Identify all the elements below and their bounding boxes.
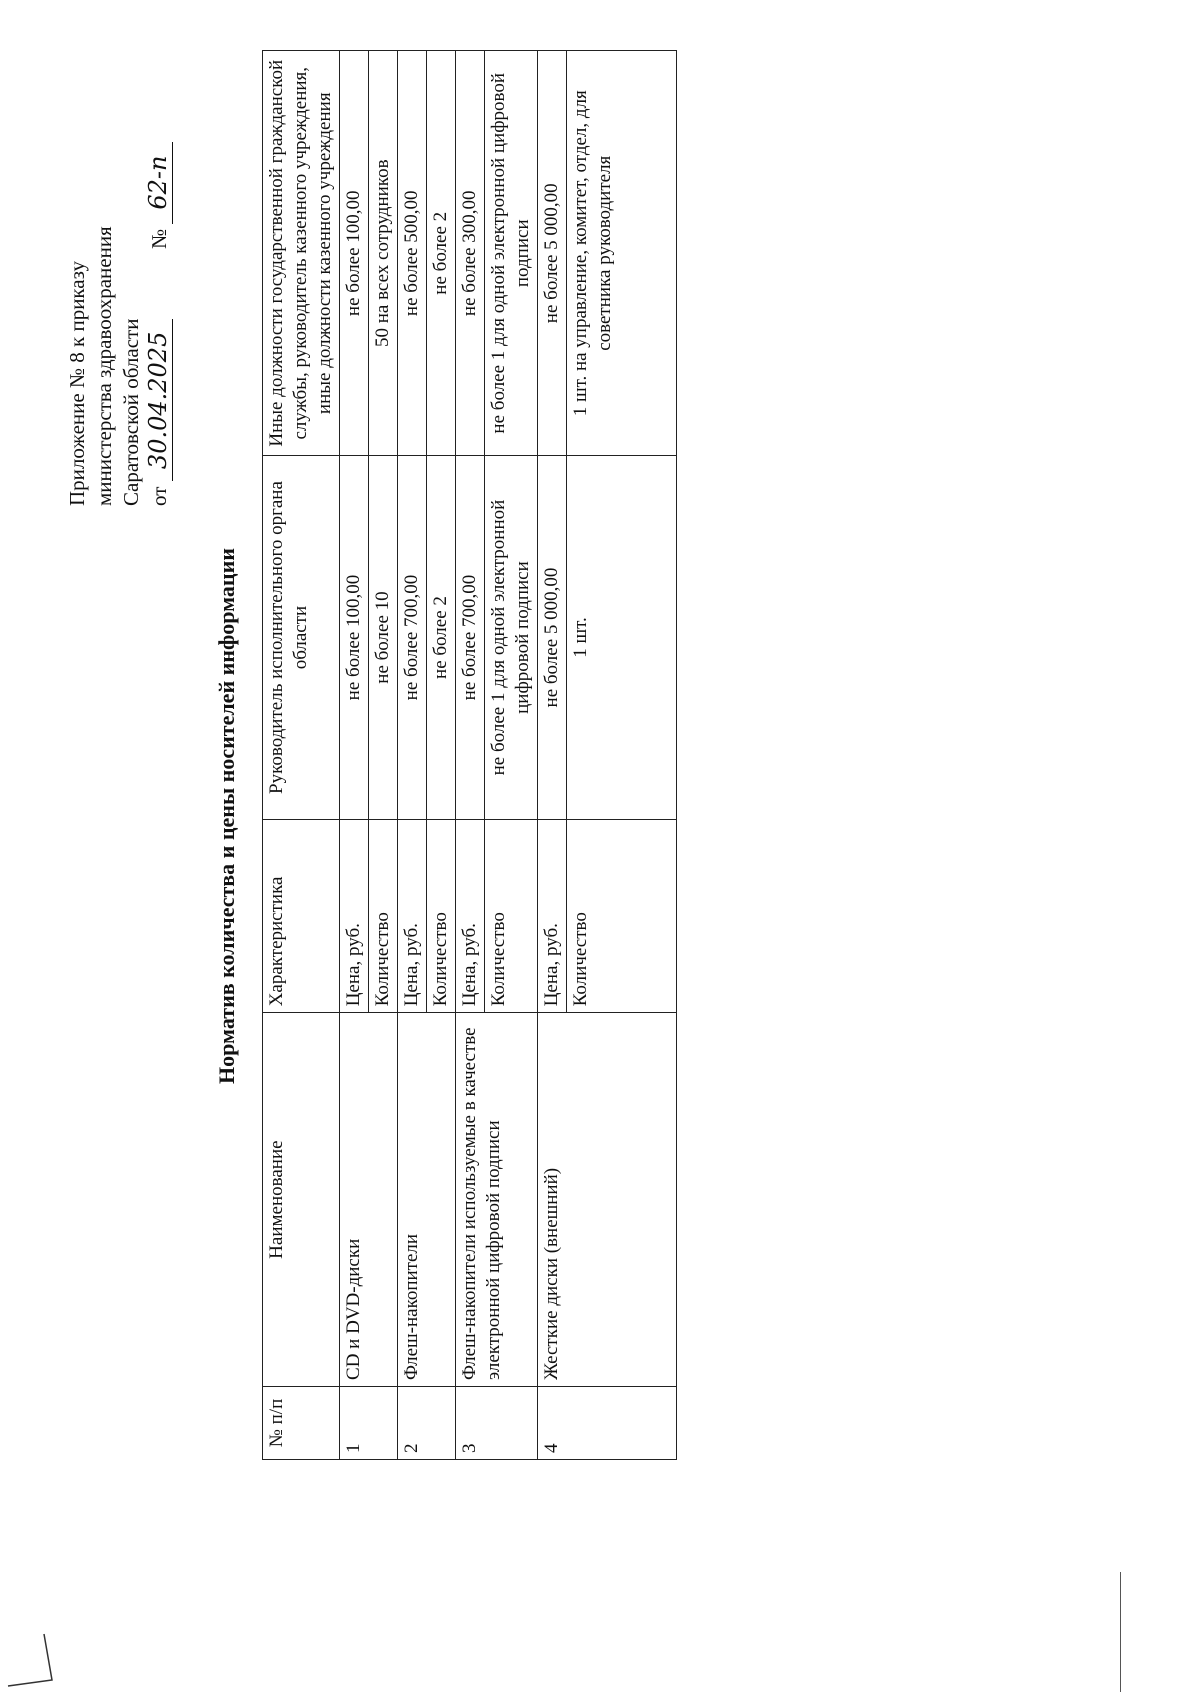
row-name: Флеш-накопители используемые в качестве электронной цифровой подписи (456, 1013, 538, 1387)
appendix-date-line (145, 142, 173, 506)
row-head: не более 700,00 (456, 456, 485, 819)
row-other: не более 100,00 (340, 51, 369, 456)
appendix-line-1: Приложение № 8 к приказу (65, 261, 89, 506)
row-char: Количество (427, 819, 456, 1013)
row-char: Цена, руб. (538, 819, 567, 1013)
row-char: Цена, руб. (340, 819, 369, 1013)
table-row (538, 51, 567, 1460)
row-other: 1 шт. на управление, комитет, отдел, для советника руководителя (567, 51, 677, 456)
header-name: Наименование (263, 1013, 340, 1387)
row-head: не более 700,00 (398, 456, 427, 819)
row-char: Цена, руб. (398, 819, 427, 1013)
appendix-line-2: министерства здравоохранения (92, 226, 116, 506)
row-other: не более 300,00 (456, 51, 485, 456)
handwritten-date: 30.04.2025 (145, 319, 173, 481)
table-header-row (263, 51, 340, 1460)
row-name: Жесткие диски (внешний) (538, 1013, 677, 1387)
row-other: не более 500,00 (398, 51, 427, 456)
row-no: 1 (340, 1386, 398, 1459)
row-head: не более 1 для одной электронной цифровой подписи (485, 456, 538, 819)
row-head: не более 100,00 (340, 456, 369, 819)
row-other: не более 1 для одной электронной цифровой подписи (485, 51, 538, 456)
handwritten-number: 62-п (145, 142, 173, 224)
document-title: Норматив количества и цены носителей информации (214, 548, 239, 1084)
row-no: 2 (398, 1386, 456, 1459)
row-other: не более 5 000,00 (538, 51, 567, 456)
row-head: не более 10 (369, 456, 398, 819)
row-char: Цена, руб. (456, 819, 485, 1013)
row-head: 1 шт. (567, 456, 677, 819)
number-label: № (147, 228, 171, 249)
table-row (340, 51, 369, 1460)
row-name: Флеш-накопители (398, 1013, 456, 1387)
row-char: Количество (567, 819, 677, 1013)
norm-table (262, 50, 677, 1460)
row-head: не более 5 000,00 (538, 456, 567, 819)
row-char: Количество (485, 819, 538, 1013)
table-row (398, 51, 427, 1460)
header-no: № п/п (263, 1386, 340, 1459)
appendix-block (64, 142, 173, 506)
table-row (456, 51, 485, 1460)
scan-edge-line (1120, 1572, 1121, 1692)
row-no: 4 (538, 1386, 677, 1459)
appendix-line-3: Саратовской области (119, 318, 143, 506)
row-name: CD и DVD-диски (340, 1013, 398, 1387)
header-head: Руководитель исполнительного органа области (263, 456, 340, 819)
row-char: Количество (369, 819, 398, 1013)
from-label: от (147, 486, 171, 506)
row-head: не более 2 (427, 456, 456, 819)
row-no: 3 (456, 1386, 538, 1459)
row-other: 50 на всех сотрудников (369, 51, 398, 456)
corner-mark-icon (6, 1628, 56, 1688)
header-other: Иные должности государственной гражданской службы, руководитель казенного учреждения, иные должности казенного учреждения (263, 51, 340, 456)
header-characteristic: Характеристика (263, 819, 340, 1013)
row-other: не более 2 (427, 51, 456, 456)
